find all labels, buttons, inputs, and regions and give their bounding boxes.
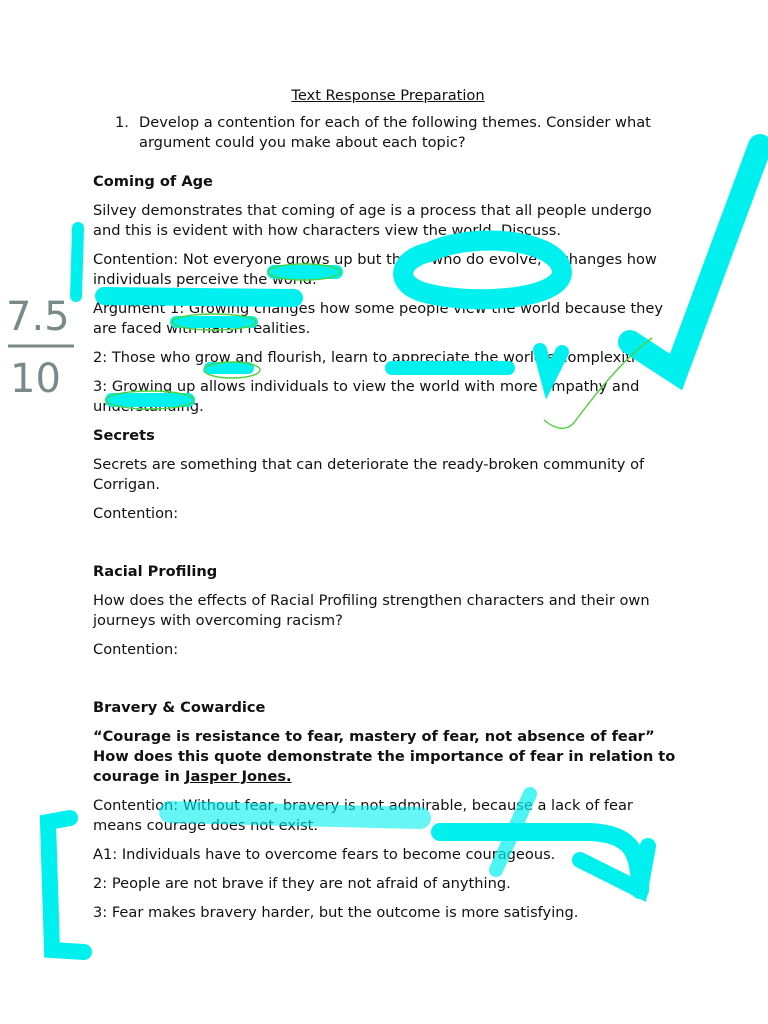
heading-secrets: Secrets [93,427,155,444]
grade-numerator: 7.5 [6,294,70,340]
coming-of-age-argument-3: 3: Growing up allows individuals to view the world with more empathy and understanding. [93,378,640,415]
grade-denominator: 10 [10,356,61,402]
question-number: 1. [115,114,129,131]
bravery-quote-prompt [93,727,683,787]
bracket-mark [48,818,84,952]
grade-mark [6,294,74,402]
bravery-contention: Contention: Without fear, bravery is not admirable, because a lack of fear means courage does not exist. [93,797,633,834]
heading-racial-profiling: Racial Profiling [93,563,218,580]
coming-of-age-prompt: Silvey demonstrates that coming of age is a process that all people undergo and this is evident with how characters view the world. Discuss. [93,202,652,239]
bravery-quote: “Courage is resistance to fear, mastery of fear, not absence of fear” How does this quote demonstrate the importance of fear in relation to courage in [93,728,676,785]
highlight-stroke [76,228,78,296]
question-1 [93,113,683,153]
racial-profiling-contention: Contention: [93,641,179,658]
book-title: Jasper Jones. [185,768,292,785]
bravery-argument-3: 3: Fear makes bravery harder, but the outcome is more satisfying. [93,904,579,921]
spacer [93,533,683,562]
secrets-prompt: Secrets are something that can deteriorate the ready-broken community of Corrigan. [93,456,645,493]
bravery-argument-1: A1: Individuals have to overcome fears to become courageous. [93,846,556,863]
question-text: Develop a contention for each of the following themes. Consider what argument could you make about each topic? [139,114,651,151]
coming-of-age-argument-1: Argument 1: Growing changes how some people view the world because they are faced with harsh realities. [93,300,664,337]
heading-bravery: Bravery & Cowardice [93,699,266,716]
spacer [93,669,683,698]
coming-of-age-contention: Contention: Not everyone grows up but those who do evolve, it changes how individuals perceive the world. [93,251,657,288]
secrets-contention: Contention: [93,505,179,522]
bravery-argument-2: 2: People are not brave if they are not afraid of anything. [93,875,511,892]
heading-coming-of-age: Coming of Age [93,173,213,190]
document-body [93,86,683,932]
coming-of-age-argument-2: 2: Those who grow and flourish, learn to appreciate the world's complexities. [93,349,657,366]
racial-profiling-prompt: How does the effects of Racial Profiling strengthen characters and their own journeys with overcoming racism? [93,592,650,629]
page-title: Text Response Preparation [291,87,485,104]
